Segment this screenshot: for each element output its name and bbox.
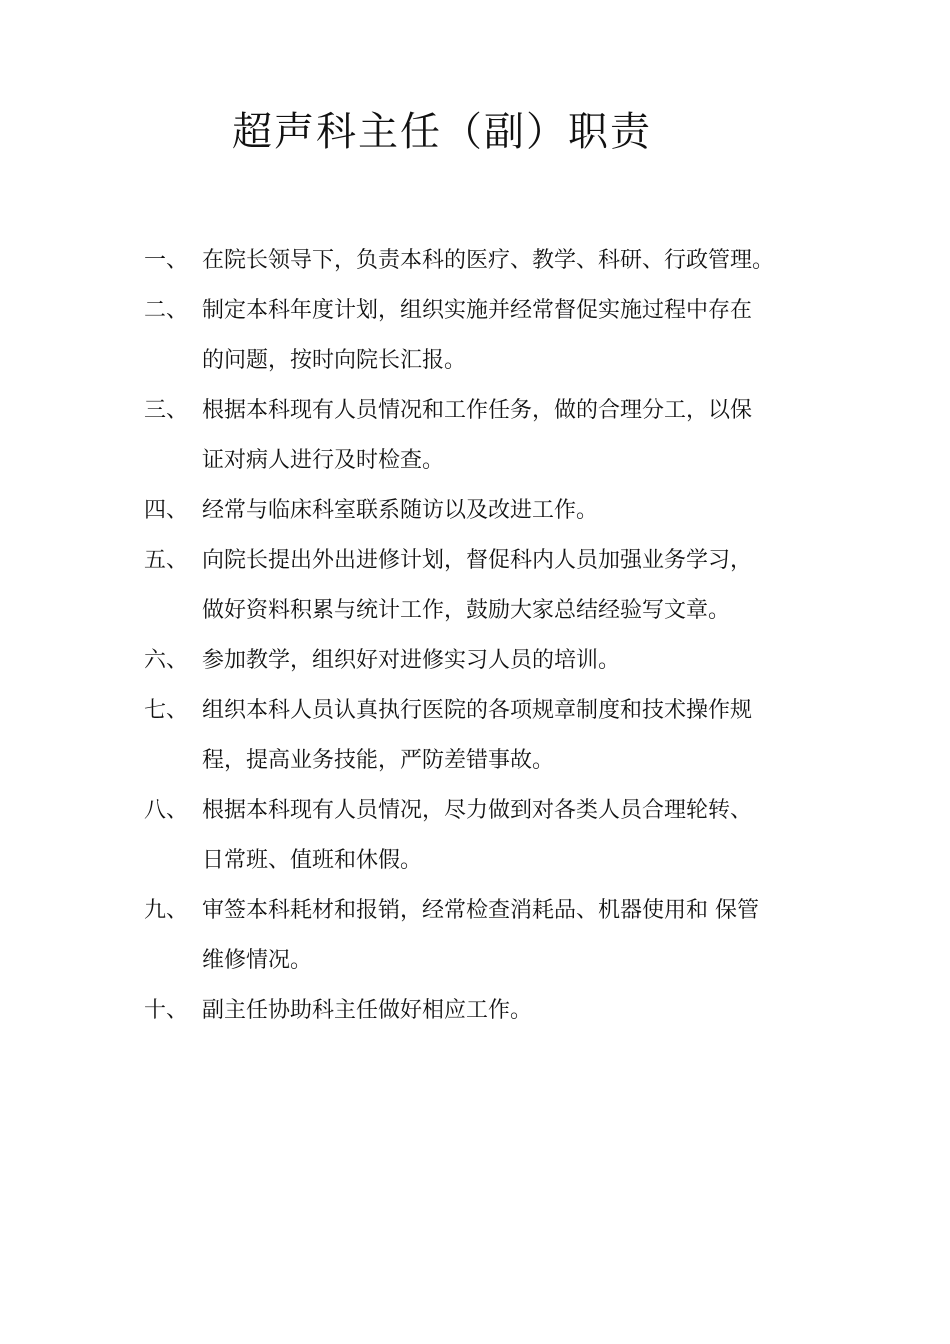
item-text: 经常与临床科室联系随访以及改进工作。 (202, 498, 599, 523)
duty-item (144, 686, 820, 786)
item-text: 维修情况。 (202, 948, 313, 973)
item-text: 的问题，按时向院长汇报。 (202, 348, 467, 373)
item-text: 向院长提出外出进修计划，督促科内人员加强业务学习， (202, 548, 753, 573)
duty-item (144, 536, 820, 636)
item-number: 四、 (144, 498, 189, 523)
item-text: 根据本科现有人员情况和工作任务，做的合理分工，以保 (202, 398, 753, 423)
item-number: 一、 (144, 248, 189, 273)
item-text: 证对病人进行及时检查。 (202, 448, 445, 473)
duty-list (144, 236, 820, 1036)
item-number: 十、 (144, 998, 189, 1023)
item-number: 五、 (144, 548, 189, 573)
duty-item (144, 236, 820, 286)
page-title: 超声科主任（副）职责 (232, 109, 652, 155)
item-text: 日常班、值班和休假。 (202, 848, 423, 873)
item-text: 审签本科耗材和报销，经常检查消耗品、机器使用和 保管 (202, 898, 759, 923)
item-number: 九、 (144, 898, 189, 923)
duty-item (144, 486, 820, 536)
item-number: 三、 (144, 398, 189, 423)
item-text: 组织本科人员认真执行医院的各项规章制度和技术操作规 (202, 698, 753, 723)
item-number: 六、 (144, 648, 189, 673)
item-text: 在院长领导下，负责本科的医疗、教学、科研、行政管理。 (202, 248, 775, 273)
duty-item (144, 786, 820, 886)
duty-item (144, 386, 820, 486)
duty-item (144, 886, 820, 986)
item-text: 参加教学，组织好对进修实习人员的培训。 (202, 648, 621, 673)
item-text: 根据本科现有人员情况，尽力做到对各类人员合理轮转、 (202, 798, 753, 823)
item-text: 程，提高业务技能，严防差错事故。 (202, 748, 555, 773)
item-number: 七、 (144, 698, 189, 723)
item-text: 做好资料积累与统计工作，鼓励大家总结经验写文章。 (202, 598, 731, 623)
item-text: 制定本科年度计划，组织实施并经常督促实施过程中存在 (202, 298, 753, 323)
duty-item (144, 636, 820, 686)
item-number: 二、 (144, 298, 189, 323)
duty-item (144, 286, 820, 386)
item-number: 八、 (144, 798, 189, 823)
item-text: 副主任协助科主任做好相应工作。 (202, 998, 533, 1023)
duty-item (144, 986, 820, 1036)
